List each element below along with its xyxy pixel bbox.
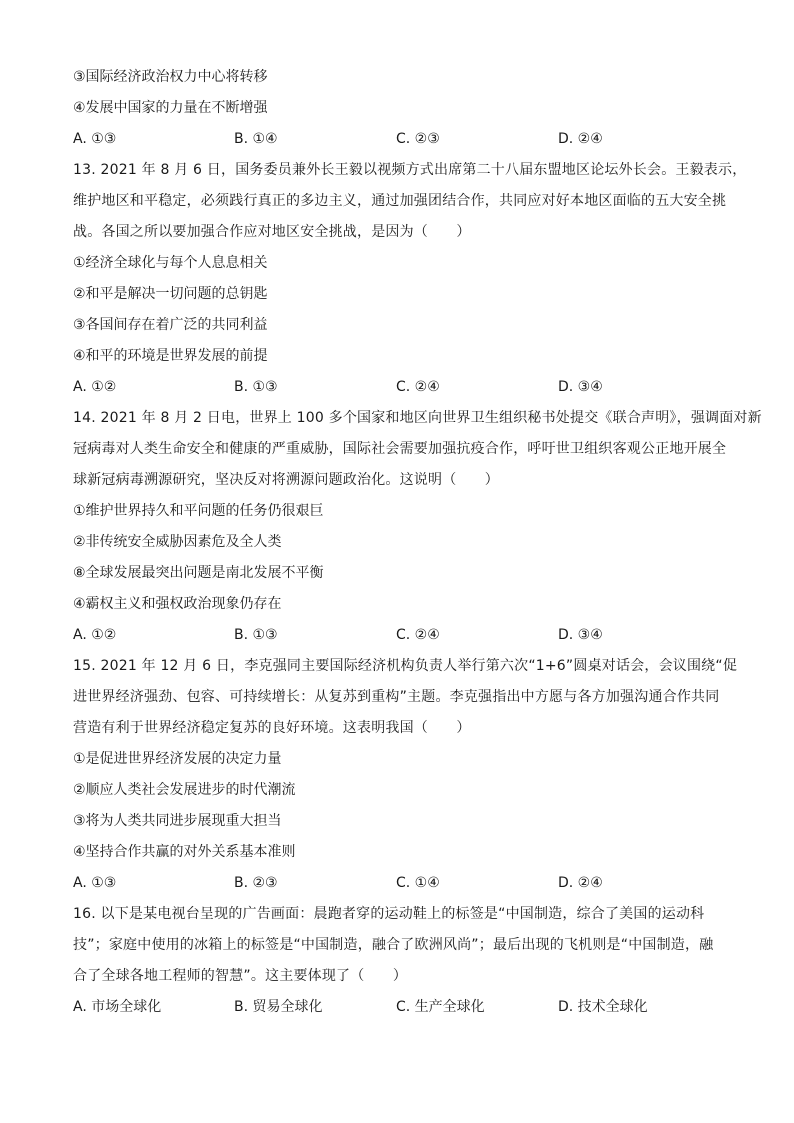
statement-1: ①是促进世界经济发展的决定力量 [73, 751, 282, 767]
statement-3: ③将为人类共同进步展现重大担当 [73, 813, 282, 829]
option-d[interactable]: D. ③④ [558, 379, 603, 395]
statement-3: ③国际经济政治权力中心将转移 [73, 69, 268, 85]
option-c[interactable]: C. ②④ [396, 379, 440, 395]
question-13 [73, 155, 747, 403]
stem-line: 15. 2021 年 12 月 6 日，李克强同主要国际经济机构负责人举行第六次“1+6”圆桌对话会，会议围绕“促 [73, 658, 738, 674]
stem-line: 13. 2021 年 8 月 6 日，国务委员兼外长王毅以视频方式出席第二十八届东盟地区论坛外长会。王毅表示， [73, 162, 747, 178]
option-c[interactable]: C. ②④ [396, 627, 440, 643]
statement-1: ①维护世界持久和平问题的任务仍很艰巨 [73, 503, 324, 519]
option-a[interactable]: A. ①② [73, 627, 117, 643]
answer-options [73, 620, 723, 651]
option-b[interactable]: B. 贸易全球化 [234, 999, 323, 1015]
option-d[interactable]: D. 技术全球化 [558, 999, 648, 1015]
option-c[interactable]: C. 生产全球化 [396, 999, 485, 1015]
stem-line: 维护地区和平稳定，必须践行真正的多边主义，通过加强团结合作，共同应对好本地区面临的五大安全挑 [73, 193, 727, 209]
option-a[interactable]: A. ①③ [73, 875, 117, 891]
statement-1: ①经济全球化与每个人息息相关 [73, 255, 268, 271]
question-stem [73, 899, 723, 992]
stem-line: 合了全球各地工程师的智慧”。这主要体现了（ ） [73, 968, 408, 984]
statement-3: ⑧全球发展最突出问题是南北发展不平衡 [73, 565, 324, 581]
option-b[interactable]: B. ①④ [234, 131, 278, 147]
stem-line: 冠病毒对人类生命安全和健康的严重威胁，国际社会需要加强抗疫合作，呼吁世卫组织客观公正地开展全 [73, 441, 727, 457]
statement-4: ④霸权主义和强权政治现象仍存在 [73, 596, 282, 612]
option-a[interactable]: A. ①② [73, 379, 117, 395]
statement-4: ④发展中国家的力量在不断增强 [73, 100, 268, 116]
question-stem [73, 155, 747, 248]
statement-2: ②非传统安全威胁因素危及全人类 [73, 534, 282, 550]
option-b[interactable]: B. ①③ [234, 379, 278, 395]
question-14 [73, 403, 762, 651]
question-stem [73, 651, 738, 744]
option-b[interactable]: B. ①③ [234, 627, 278, 643]
statement-3: ③各国间存在着广泛的共同利益 [73, 317, 268, 333]
stem-line: 14. 2021 年 8 月 2 日电，世界上 100 多个国家和地区向世界卫生组织秘书处提交《联合声明》，强调面对新 [73, 410, 762, 426]
option-d[interactable]: D. ③④ [558, 627, 603, 643]
answer-options [73, 372, 723, 403]
statement-2: ②顺应人类社会发展进步的时代潮流 [73, 782, 296, 798]
option-c[interactable]: C. ①④ [396, 875, 440, 891]
answer-options [73, 992, 723, 1023]
stem-line: 球新冠病毒溯源研究，坚决反对将溯源问题政治化。这说明（ ） [73, 472, 499, 488]
option-a[interactable]: A. ①③ [73, 131, 117, 147]
option-d[interactable]: D. ②④ [558, 875, 603, 891]
option-d[interactable]: D. ②④ [558, 131, 603, 147]
exam-page [73, 62, 762, 1023]
stem-line: 16. 以下是某电视台呈现的广告画面：晨跑者穿的运动鞋上的标签是“中国制造，综合了美国的运动科 [73, 906, 705, 922]
option-c[interactable]: C. ②③ [396, 131, 440, 147]
statement-4: ④坚持合作共赢的对外关系基本准则 [73, 844, 296, 860]
option-a[interactable]: A. 市场全球化 [73, 999, 162, 1015]
question-stem [73, 403, 762, 496]
answer-options [73, 124, 723, 155]
statement-2: ②和平是解决一切问题的总钥匙 [73, 286, 268, 302]
stem-line: 战。各国之所以要加强合作应对地区安全挑战，是因为（ ） [73, 224, 471, 240]
question-12 [73, 62, 723, 155]
answer-options [73, 868, 723, 899]
stem-line: 技”；家庭中使用的冰箱上的标签是“中国制造，融合了欧洲风尚”；最后出现的飞机则是“中国制造，融 [73, 937, 714, 953]
option-b[interactable]: B. ②③ [234, 875, 278, 891]
stem-line: 进世界经济强劲、包容、可持续增长：从复苏到重构”主题。李克强指出中方愿与各方加强沟通合作共同 [73, 689, 720, 705]
stem-line: 营造有利于世界经济稳定复苏的良好环境。这表明我国（ ） [73, 720, 471, 736]
statement-4: ④和平的环境是世界发展的前提 [73, 348, 268, 364]
question-16 [73, 899, 723, 1023]
question-15 [73, 651, 738, 899]
